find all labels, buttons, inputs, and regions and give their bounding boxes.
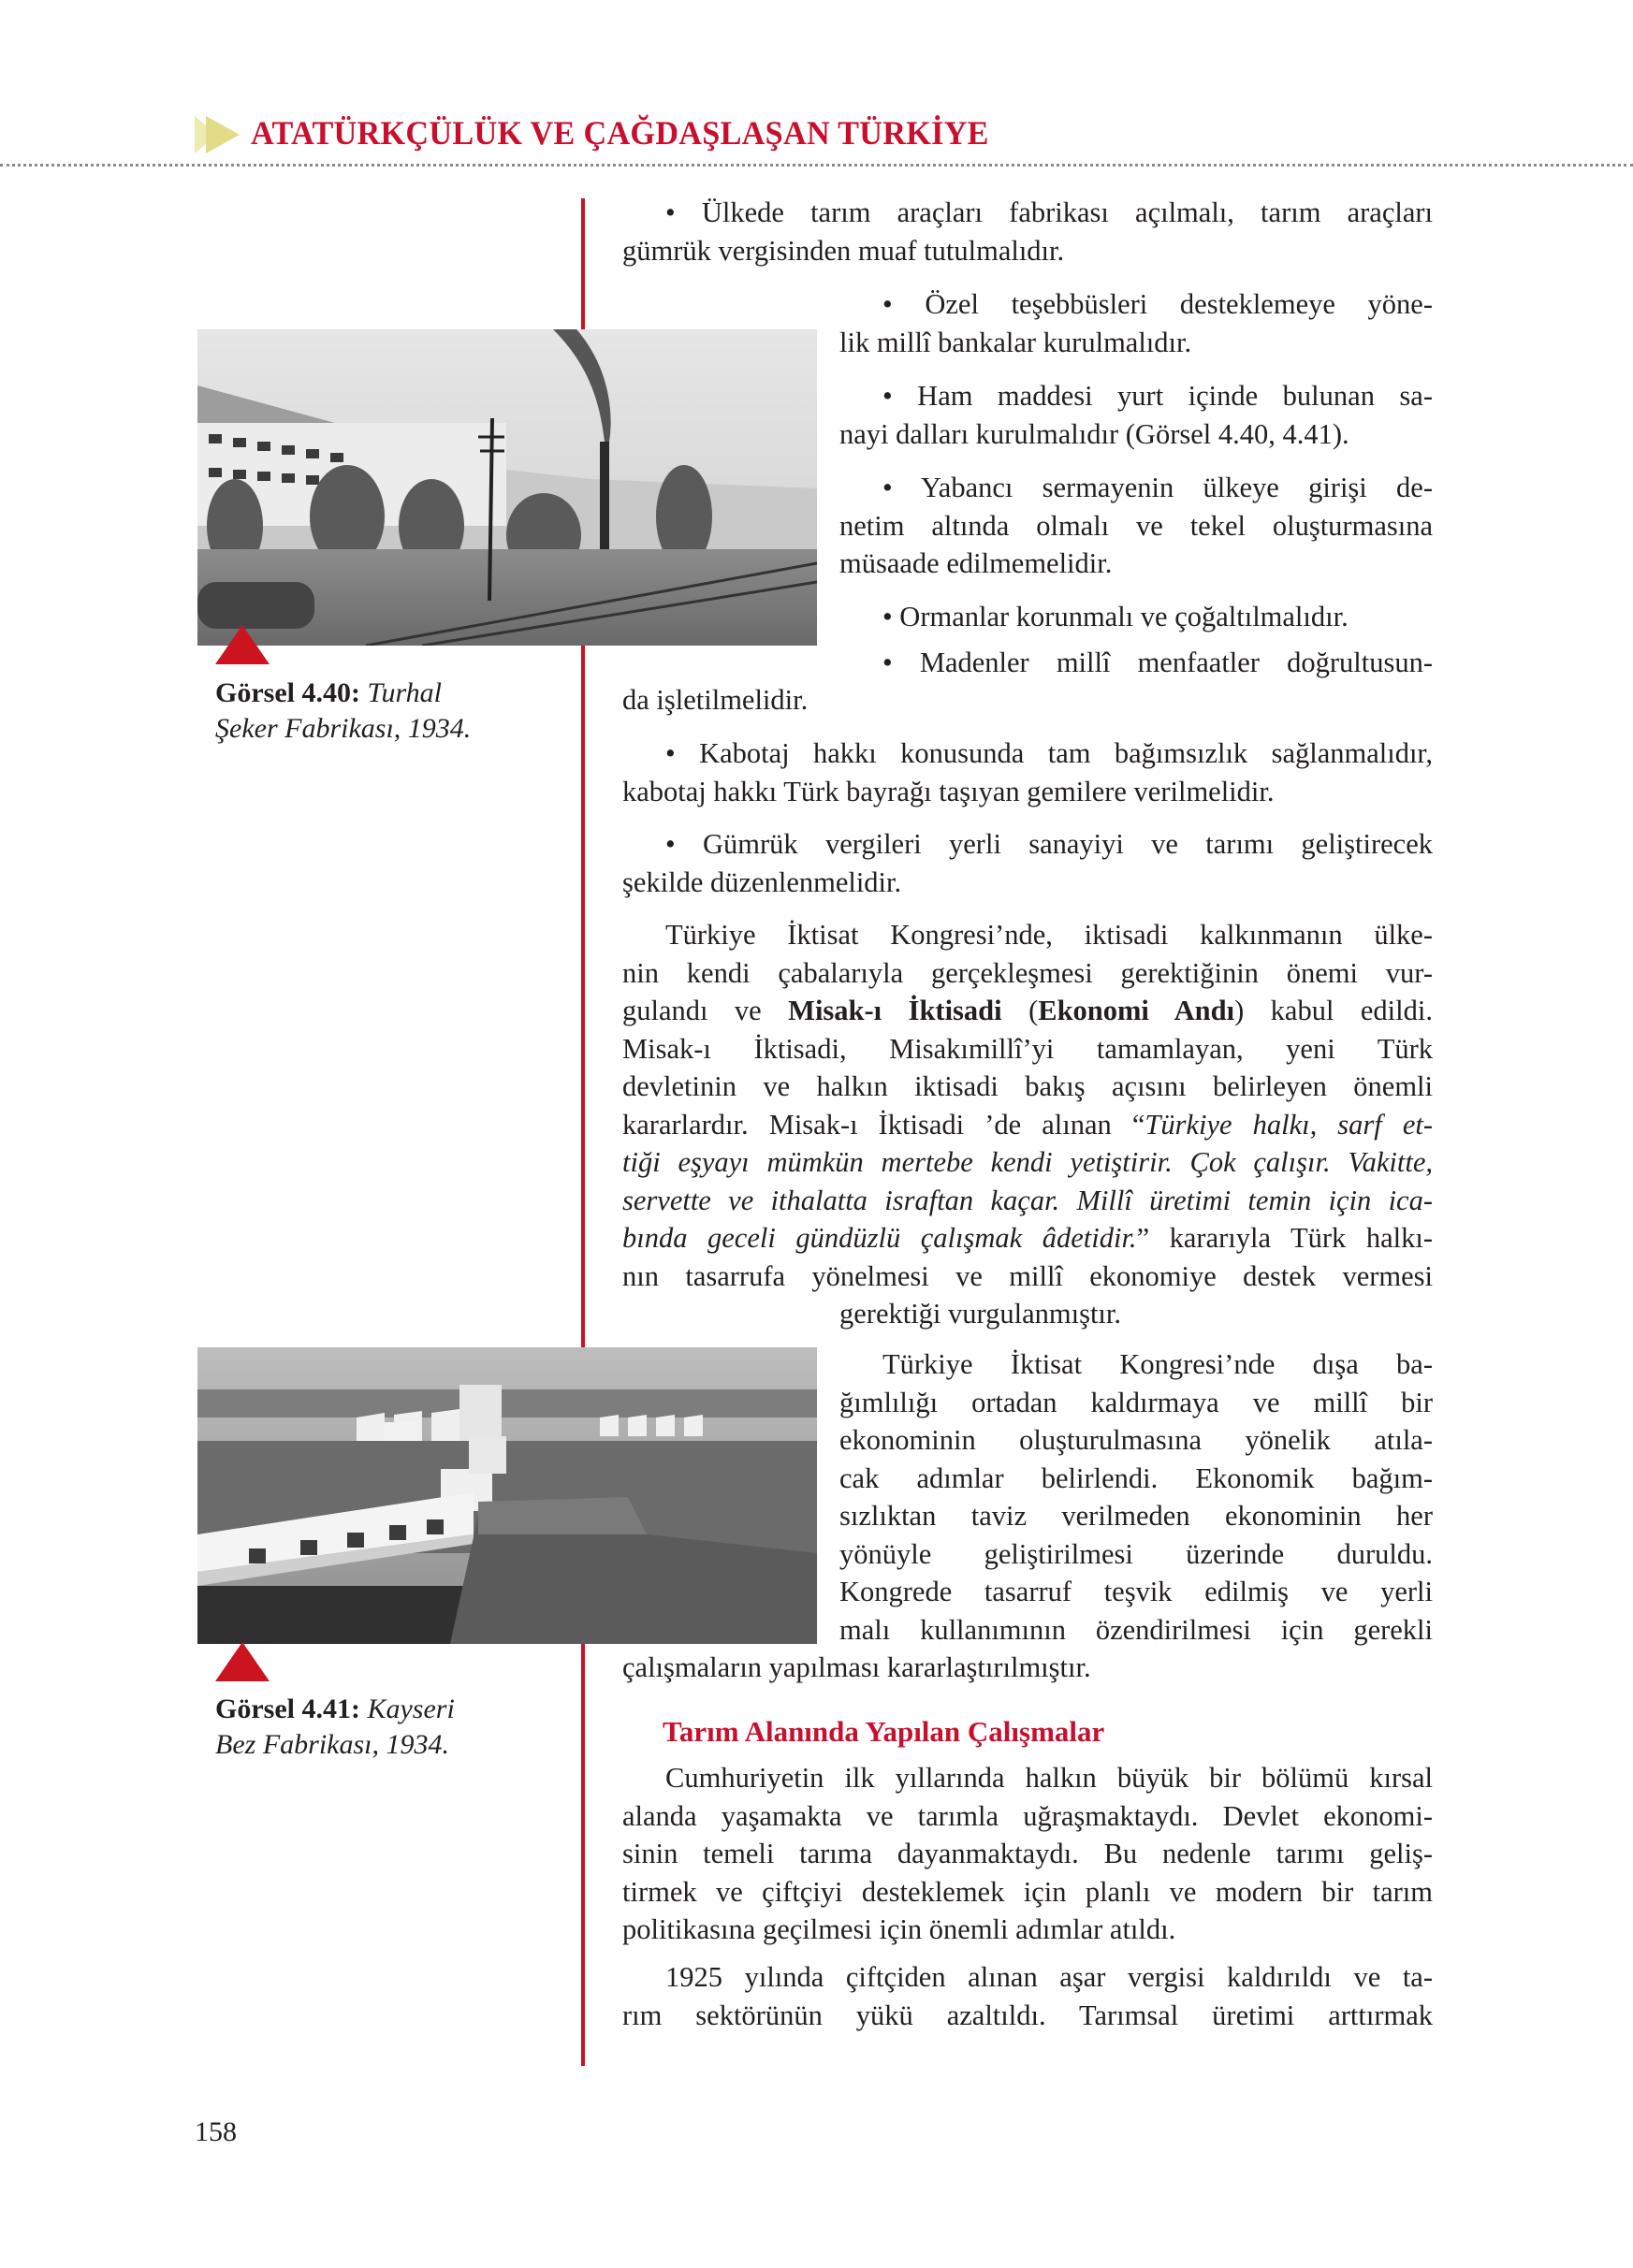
paragraph-continuation [622,1649,1433,1687]
text-line: • Ülkede tarım araçları fabrikası açılmalı, tarım araçları [665,196,1433,228]
text-line: gerektiği vurgulanmıştır. [839,1298,1122,1330]
figure-caption-4-41 [215,1692,580,1763]
text-line [622,992,1433,1030]
text-line: nin kendi çabalarıyla gerçekleşmesi gerektiğinin önemi vur- [622,956,1433,989]
text-line: lik millî bankalar kurulmalıdır. [839,326,1192,358]
bullet-list-item [839,469,1433,583]
text-line: Cumhuriyetin ilk yıllarında halkın büyük bir bölümü kırsal [665,1762,1433,1794]
text-line: • Gümrük vergileri yerli sanayiyi ve tarımı geliştirecek [665,828,1433,860]
paragraph-tarim [622,1759,1433,1949]
bullet-list-item [839,285,1433,361]
text-line: Türkiye İktisat Kongresi’nde dışa ba- [882,1348,1433,1380]
text-line: Türkiye İktisat Kongresi’nde, iktisadi kalkınmanın ülke- [665,919,1433,951]
text-line: nayi dalları kurulmalıdır (Görsel 4.40, 4.41). [839,417,1349,450]
text-line: malı kullanımının özendirilmesi için gerekli [839,1613,1433,1646]
text-line: • Madenler millî menfaatler doğrultusun- [882,647,1433,678]
bullet-list-item [839,598,1433,636]
text-line: şekilde düzenlenmelidir. [622,865,902,898]
text-line: • Ham maddesi yurt içinde bulunan sa- [882,380,1433,412]
bold-term: Ekonomi Andı [1038,995,1235,1026]
figure-caption-line1: Kayseri [367,1694,455,1724]
figure-label: Görsel 4.41: [215,1694,360,1724]
quote-text: bında geceli gündüzlü çalışmak âdetidir. [622,1222,1137,1254]
photo-turhal-sugar-factory [197,329,817,646]
text-line: müsaade edilmemelidir. [839,547,1113,579]
text-line: alanda yaşamakta ve tarımla uğraşmaktaydı. Devlet ekonomi- [622,1799,1433,1832]
text-span: gulandı ve [622,995,789,1026]
text-line: cak adımlar belirlendi. Ekonomik bağım- [839,1461,1433,1494]
page-number: 158 [195,2116,237,2147]
text-line: politikasına geçilmesi için önemli adımlar atıldı. [622,1913,1176,1945]
figure-caption-line2: Şeker Fabrikası, 1934. [215,713,472,744]
text-span: kararlardır. Misak-ı İktisadi ’de alınan “ [622,1108,1145,1141]
text-line [622,1143,1433,1182]
figure-caption-line1: Turhal [367,677,442,708]
paragraph-misak-i-iktisadi [622,916,1433,1295]
figure-caption-line2: Bez Fabrikası, 1934. [215,1729,449,1760]
text-line: • Özel teşebbüsleri desteklemeye yöne- [882,288,1433,320]
text-line: ekonominin oluşturulmasına yönelik atıla- [839,1424,1433,1456]
text-line: tirmek ve çiftçiyi desteklemek için planlı ve modern bir tarım [622,1875,1433,1908]
text-span: ) kabul edildi. [1234,995,1433,1026]
text-span: ( [1001,995,1039,1026]
paragraph-iktisat-kongresi [839,1345,1433,1649]
caption-pointer-triangle-icon [215,625,270,664]
figure-caption-4-40 [215,676,580,747]
text-line: nın tasarrufa yönelmesi ve millî ekonomiye destek vermesi [622,1259,1433,1292]
quote-text: servette ve ithalatta israftan kaçar. Millî üretimi temin için ica- [622,1184,1433,1216]
figure-label: Görsel 4.40: [215,677,360,708]
paragraph-continuation [839,1295,1433,1333]
text-line: gümrük vergisinden muaf tutulmalıdır. [622,234,1065,267]
paragraph-asar-vergisi [622,1958,1433,2034]
header-dotted-divider [0,164,1633,167]
bullet-list-item [622,194,1433,269]
bullet-list-item [839,644,1433,682]
photo-kayseri-textile-factory [197,1347,817,1644]
text-line: Misak-ı İktisadi, Misakımillî’yi tamamlayan, yeni Türk [622,1032,1433,1065]
text-line: netim altında olmalı ve tekel oluşturmasına [839,509,1433,542]
bullet-list-item [622,734,1433,810]
text-line [622,1219,1433,1258]
text-line [622,1106,1433,1144]
chapter-title: ATATÜRKÇÜLÜK VE ÇAĞDAŞLAŞAN TÜRKİYE [251,114,989,152]
bullet-list-item [622,825,1433,901]
text-span: ” kararıyla Türk halkı- [1136,1222,1433,1254]
text-line: sinin temeli tarıma dayanmaktaydı. Bu nedenle tarımı geliş- [622,1838,1433,1869]
text-line [622,1182,1433,1220]
text-line: • Kabotaj hakkı konusunda tam bağımsızlık sağlanmalıdır, [665,737,1433,769]
double-triangle-icon [195,114,241,155]
caption-pointer-triangle-icon [215,1642,270,1681]
text-line: ğımlılığı ortadan kaldırmaya ve millî bir [839,1386,1433,1418]
text-line: rım sektörünün yükü azaltıldı. Tarımsal üretimi arttırmak [622,1999,1433,2031]
text-line: da işletilmelidir. [622,684,809,716]
bold-term: Misak-ı İktisadi [788,995,1002,1026]
bullet-list-item-continuation [622,681,1433,720]
bullet-list-item [839,377,1433,453]
quote-text: Türkiye halkı, sarf et- [1145,1108,1434,1141]
text-line: • Yabancı sermayenin ülkeye girişi de- [882,472,1433,503]
text-line: 1925 yılında çiftçiden alınan aşar vergisi kaldırıldı ve ta- [665,1961,1433,1993]
text-line: yönüyle geliştirilmesi üzerinde duruldu. [839,1537,1433,1570]
text-line: devletinin ve halkın iktisadi bakış açısını belirleyen önemli [622,1070,1433,1102]
quote-text: tiği eşyayı mümkün mertebe kendi yetiştirir. Çok çalışır. Vakitte, [622,1146,1433,1178]
text-line: sızlıktan taviz verilmeden ekonominin her [839,1500,1433,1532]
text-line: kabotaj hakkı Türk bayrağı taşıyan gemilere verilmelidir. [622,775,1275,807]
text-line: • Ormanlar korunmalı ve çoğaltılmalıdır. [882,601,1349,632]
text-line: çalışmaların yapılması kararlaştırılmıştır. [622,1651,1091,1683]
section-heading: Tarım Alanında Yapılan Çalışmalar [663,1715,1105,1748]
text-line: Kongrede tasarruf teşvik edilmiş ve yerli [839,1576,1433,1607]
